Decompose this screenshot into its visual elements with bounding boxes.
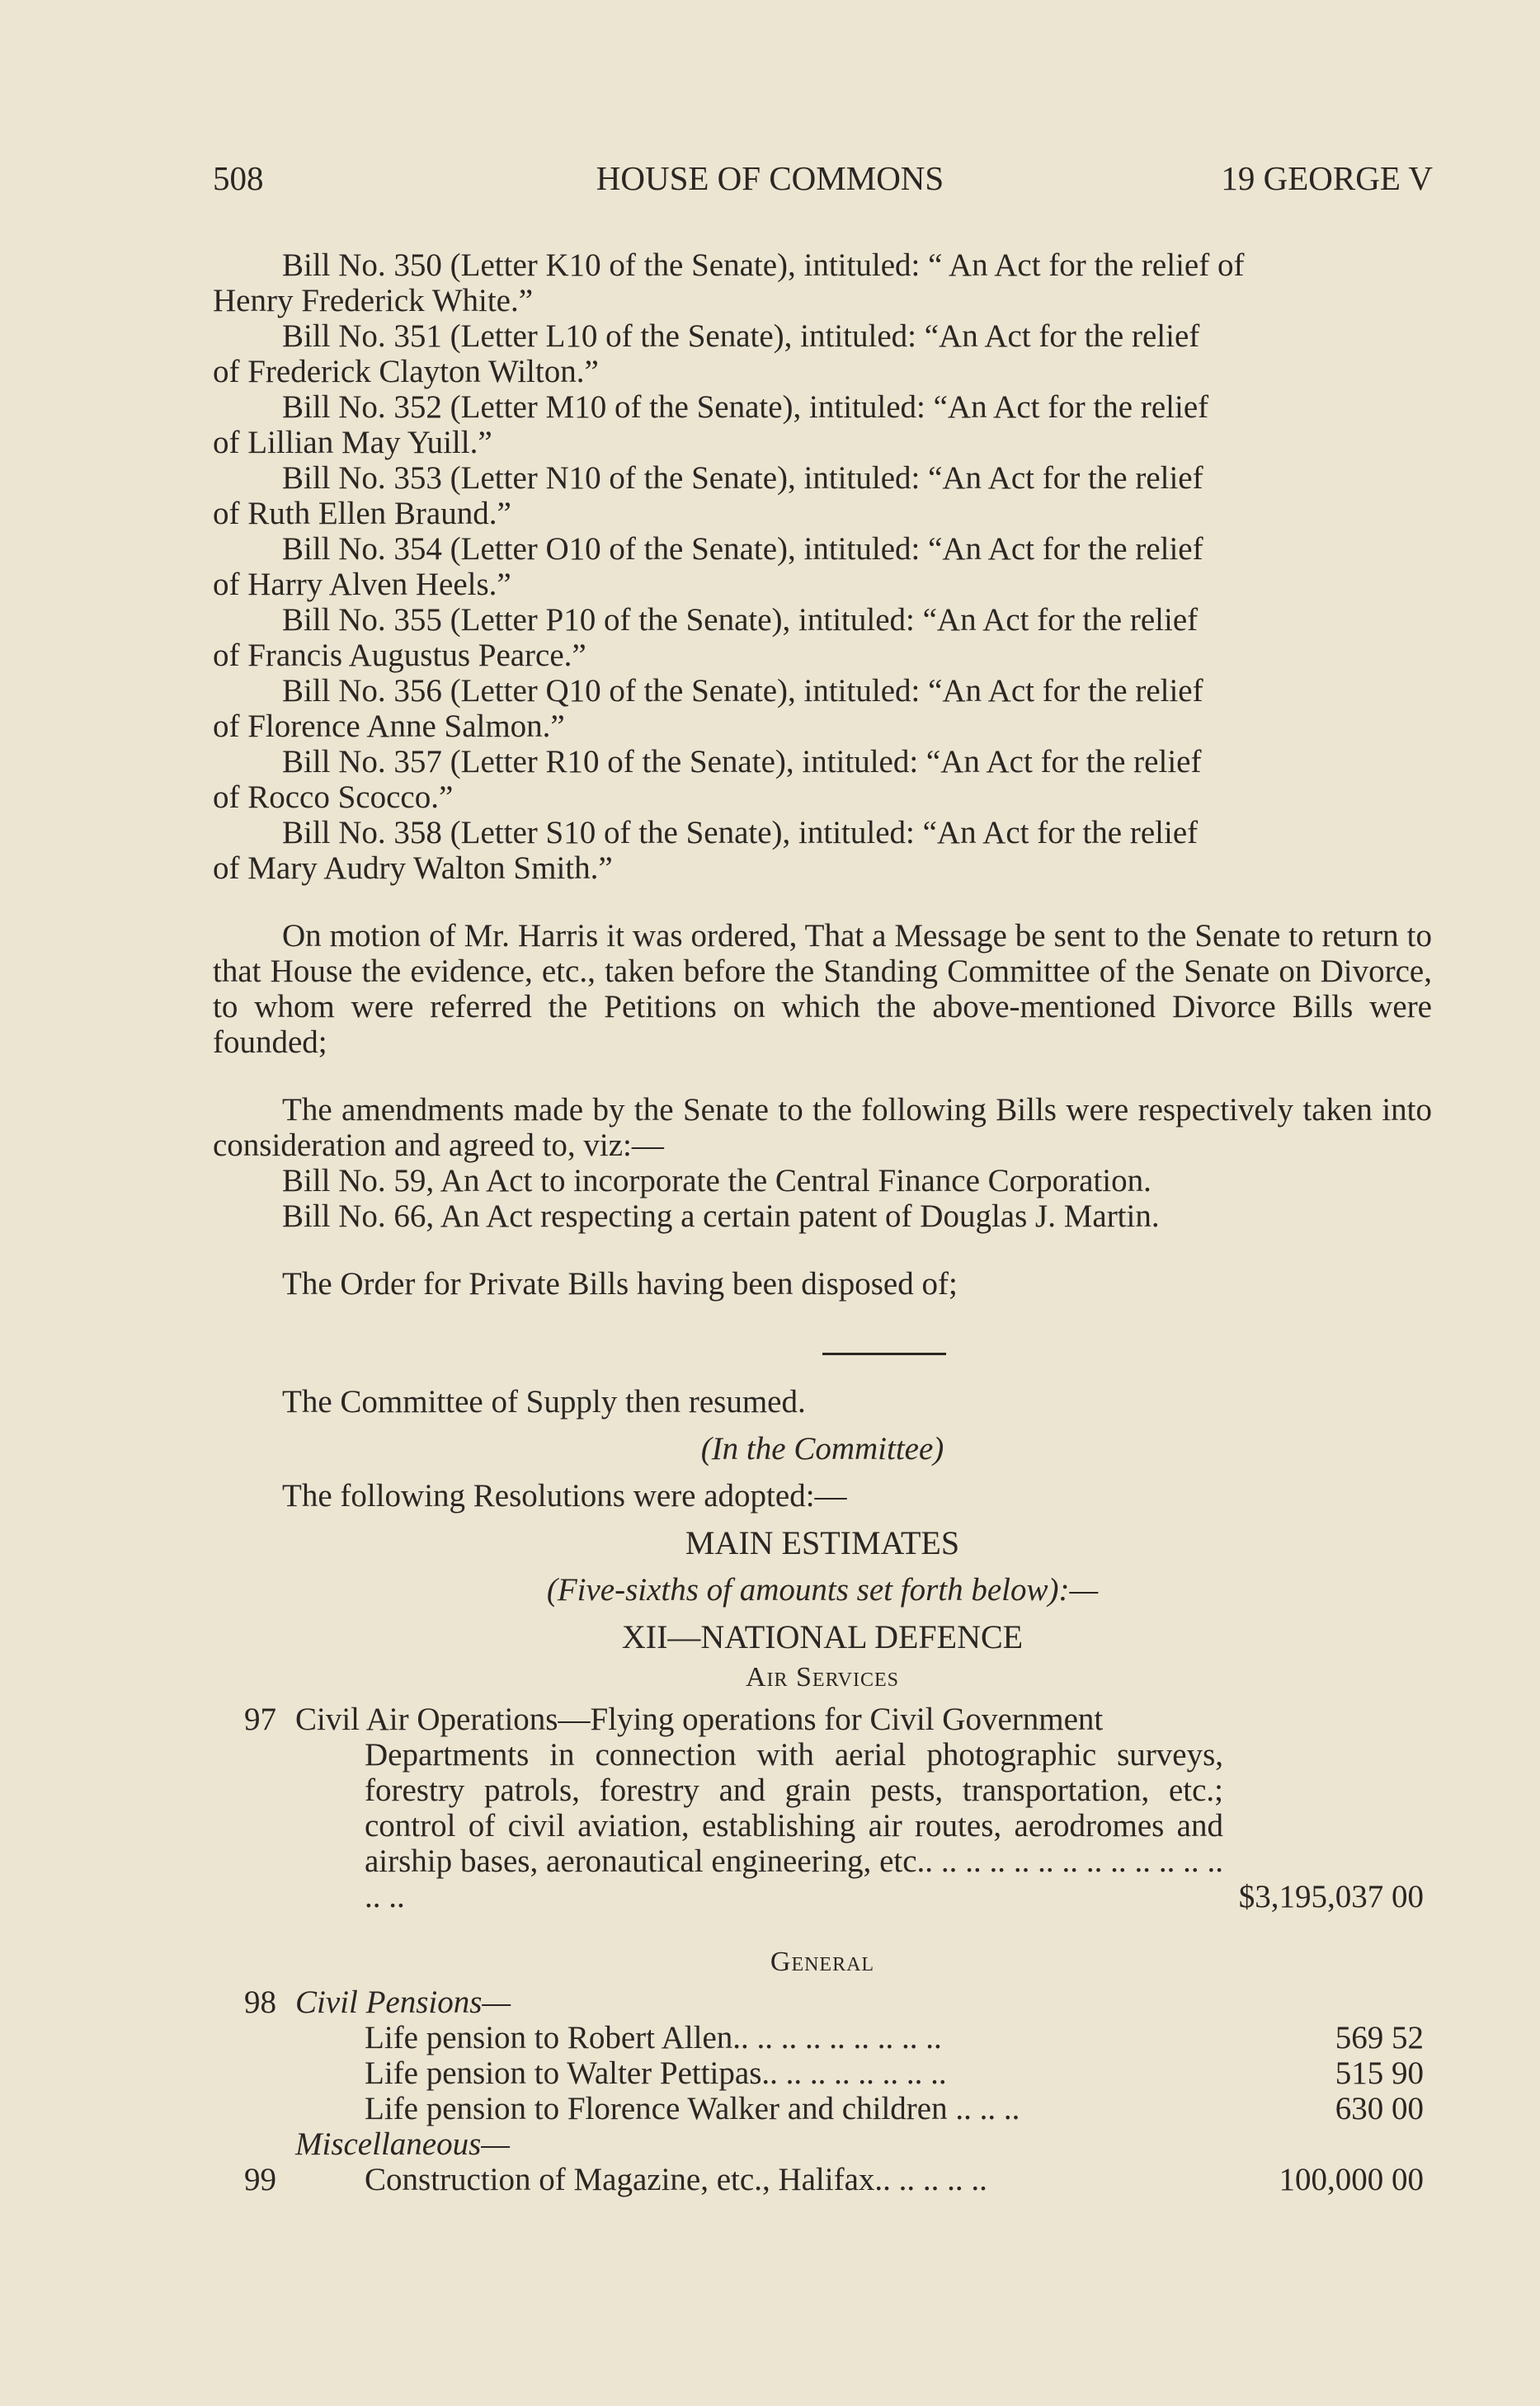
estimate-item-97 (213, 1702, 1432, 1914)
bill-line: of Rocco Scocco.” (213, 779, 454, 815)
bill-line: Bill No. 352 (Letter M10 of the Senate), intituled: “An Act for the relief (282, 389, 1209, 425)
bill-line: Bill No. 351 (Letter L10 of the Senate), intituled: “An Act for the relief (282, 318, 1200, 354)
bill-line: of Francis Augustus Pearce.” (213, 638, 586, 673)
in-committee-heading: (In the Committee) (700, 1431, 944, 1467)
pension-amount: 630 00 (1335, 2091, 1424, 2126)
pension-amount: 569 52 (1335, 2020, 1424, 2055)
amendments-paragraph: The amendments made by the Senate to the following Bills were respectively taken into consideration and agreed to, viz:— (213, 1092, 1432, 1163)
estimate-item-99 (213, 2162, 1432, 2197)
air-services-heading: Air Services (745, 1662, 900, 1693)
pension-row (213, 2020, 1432, 2055)
bill-entry (213, 531, 1432, 602)
bill-line: Bill No. 355 (Letter P10 of the Senate), intituled: “An Act for the relief (282, 602, 1199, 638)
divorce-bills-list (213, 247, 1432, 886)
running-title: HOUSE OF COMMONS (596, 159, 944, 197)
item-heading: Civil Pensions— (295, 1985, 511, 2020)
bill-line: Bill No. 358 (Letter S10 of the Senate), intituled: “An Act for the relief (282, 815, 1199, 850)
item-amount: 100,000 00 (1279, 2162, 1424, 2197)
bill-line: Bill No. 350 (Letter K10 of the Senate), intituled: “ An Act for the relief of (282, 247, 1245, 283)
resolutions-adopted: The following Resolutions were adopted:— (282, 1478, 847, 1514)
pension-amount: 515 90 (1335, 2055, 1424, 2091)
page-content (213, 247, 1432, 2197)
item-label: Construction of Magazine, etc., Halifax.. .. .. .. .. (365, 2162, 987, 2197)
bill-line: Bill No. 356 (Letter Q10 of the Senate), intituled: “An Act for the relief (282, 673, 1203, 709)
item-number: 98 (244, 1985, 276, 2020)
item-amount: $3,195,037 00 (1238, 1879, 1424, 1914)
five-sixths-note: (Five-sixths of amounts set forth below):— (546, 1572, 1099, 1608)
amended-bill: Bill No. 59, An Act to incorporate the Central Finance Corporation. (282, 1163, 1151, 1198)
estimate-item-98 (213, 1985, 1432, 2020)
pension-label: Life pension to Florence Walker and children .. .. .. (365, 2091, 1020, 2126)
item-number: 99 (244, 2162, 276, 2197)
miscellaneous-heading-row (213, 2126, 1432, 2162)
reign-label: 19 GEORGE V (1221, 159, 1433, 197)
item-number: 97 (244, 1702, 276, 1737)
section-divider (213, 1326, 1432, 1359)
bill-line: of Frederick Clayton Wilton.” (213, 354, 599, 389)
bill-entry (213, 744, 1432, 815)
pension-label: Life pension to Robert Allen.. .. .. .. .. .. .. .. .. (365, 2020, 942, 2055)
national-defence-heading: XII—NATIONAL DEFENCE (621, 1618, 1024, 1655)
motion-paragraph: On motion of Mr. Harris it was ordered, That a Message be sent to the Senate to return to that House the evidence, etc., taken before the Standing Committee of the Senate on Divorce, to whom were referred the Petitions on which the above-mentioned Divorce Bills were founded; (213, 918, 1432, 1060)
bill-entry (213, 673, 1432, 744)
bill-line: Bill No. 354 (Letter O10 of the Senate), intituled: “An Act for the relief (282, 531, 1203, 567)
bill-entry (213, 247, 1432, 318)
pension-label: Life pension to Walter Pettipas.. .. .. .. .. .. .. .. (365, 2055, 947, 2091)
bill-entry (213, 815, 1432, 886)
bill-line: Bill No. 357 (Letter R10 of the Senate), intituled: “An Act for the relief (282, 744, 1202, 779)
item-description: Departments in connection with aerial photographic surveys, forestry patrols, forestry and grain pests, transportation, etc.; control of civil aviation, establishing air routes, aerodromes and airship bases, aeronautical engineering, etc.. .. .. .. .. .. .. .. .. .. .. .. .. .. .. (365, 1737, 1223, 1914)
pension-row (213, 2091, 1432, 2126)
miscellaneous-heading: Miscellaneous— (295, 2126, 510, 2162)
bill-line: Bill No. 353 (Letter N10 of the Senate), intituled: “An Act for the relief (282, 460, 1203, 496)
bill-entry (213, 318, 1432, 389)
amended-bill: Bill No. 66, An Act respecting a certain patent of Douglas J. Martin. (282, 1198, 1160, 1234)
bill-line: of Harry Alven Heels.” (213, 567, 511, 602)
main-estimates-heading: MAIN ESTIMATES (685, 1524, 960, 1561)
bill-line: of Ruth Ellen Braund.” (213, 496, 511, 531)
bill-line: of Florence Anne Salmon.” (213, 709, 565, 744)
page-number: 508 (213, 159, 264, 197)
bill-entry (213, 460, 1432, 531)
bill-entry (213, 602, 1432, 673)
private-bills-order: The Order for Private Bills having been disposed of; (282, 1266, 958, 1302)
general-heading: General (770, 1947, 875, 1977)
pension-row (213, 2055, 1432, 2091)
item-title: Civil Air Operations—Flying operations for Civil Government (295, 1702, 1104, 1737)
bill-line: Henry Frederick White.” (213, 283, 534, 318)
bill-entry (213, 389, 1432, 460)
bill-line: of Mary Audry Walton Smith.” (213, 850, 613, 886)
bill-line: of Lillian May Yuill.” (213, 425, 492, 460)
committee-resumed: The Committee of Supply then resumed. (282, 1384, 806, 1420)
